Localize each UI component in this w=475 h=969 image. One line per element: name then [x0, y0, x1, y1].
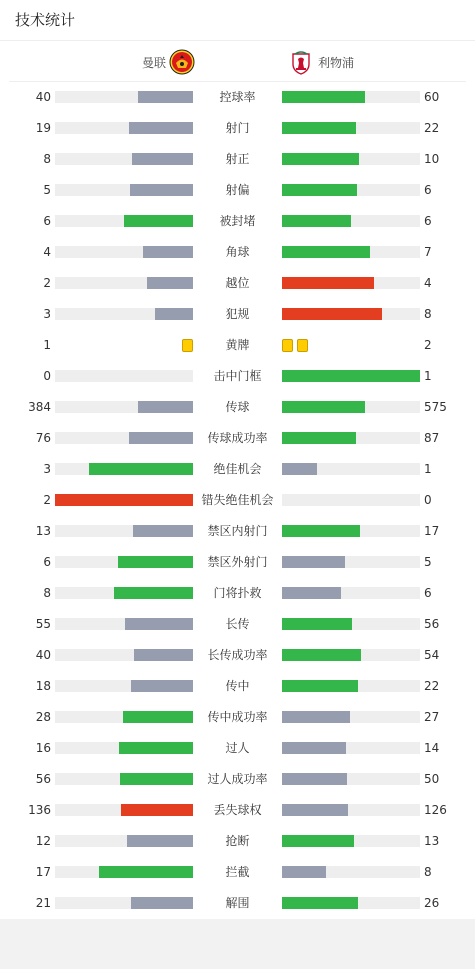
home-bar-track: [55, 153, 193, 165]
away-bar-track: [282, 91, 420, 103]
stat-label: 黄牌: [225, 338, 250, 352]
away-bar-track: [282, 587, 420, 599]
home-bar-track: [55, 618, 193, 630]
away-bar-track: [282, 742, 420, 754]
stat-label: 丢失球权: [213, 803, 262, 817]
home-bar-fill: [118, 556, 193, 568]
home-bar-track: [55, 711, 193, 723]
stat-label: 抢断: [225, 834, 250, 848]
home-bar-fill: [89, 463, 193, 475]
away-stat-value: 13: [424, 834, 440, 848]
home-bar-track: [55, 91, 193, 103]
stat-row: [0, 825, 475, 856]
home-bar-track: [55, 742, 193, 754]
away-bar-fill: [282, 804, 348, 816]
away-stat-value: 22: [424, 679, 440, 693]
stat-row: [0, 422, 475, 453]
home-bar-fill: [143, 246, 193, 258]
stat-label: 传中成功率: [207, 710, 268, 724]
home-stat-value: 40: [35, 648, 51, 662]
home-bar-fill: [138, 401, 193, 413]
home-bar-fill: [138, 91, 193, 103]
away-bar-track: [282, 246, 420, 258]
home-bar-track: [55, 308, 193, 320]
away-bar-track: [282, 556, 420, 568]
home-stat-value: 13: [35, 524, 51, 538]
home-bar-track: [55, 680, 193, 692]
home-stat-value: 17: [35, 865, 51, 879]
away-bar-fill: [282, 835, 354, 847]
stat-row: [0, 484, 475, 515]
home-bar-track: [55, 556, 193, 568]
away-bar-fill: [282, 463, 317, 475]
away-bar-track: [282, 401, 420, 413]
stat-row: [0, 546, 475, 577]
home-stat-value: 19: [35, 121, 51, 135]
stat-row: [0, 639, 475, 670]
stat-row: [0, 577, 475, 608]
home-bar-track: [55, 463, 193, 475]
away-bar-track: [282, 184, 420, 196]
away-bar-track: [282, 804, 420, 816]
stat-label: 越位: [225, 276, 250, 290]
home-bar-fill: [99, 866, 193, 878]
away-stat-value: 0: [424, 493, 432, 507]
home-bar-track: [55, 122, 193, 134]
away-bar-fill: [282, 897, 358, 909]
home-stat-value: 5: [43, 183, 51, 197]
home-bar-fill: [130, 184, 193, 196]
stat-row: [0, 701, 475, 732]
away-bar-fill: [282, 866, 326, 878]
away-bar-fill: [282, 773, 347, 785]
home-stat-value: 384: [28, 400, 51, 414]
away-stat-value: 1: [424, 462, 432, 476]
home-stat-value: 40: [35, 90, 51, 104]
away-bar-track: [282, 463, 420, 475]
home-bar-track: [55, 277, 193, 289]
home-bar-track: [55, 494, 193, 506]
stat-label: 射偏: [225, 183, 250, 197]
home-bar-fill: [133, 525, 193, 537]
away-stat-value: 126: [424, 803, 447, 817]
manchester-united-crest-icon: [169, 49, 195, 75]
away-stat-value: 54: [424, 648, 440, 662]
away-bar-fill: [282, 370, 420, 382]
away-bar-track: [282, 835, 420, 847]
away-bar-fill: [282, 587, 341, 599]
away-stat-value: 8: [424, 865, 432, 879]
teams-header: [0, 41, 475, 81]
home-team-name: 曼联: [141, 55, 166, 70]
yellow-card-icon: [297, 339, 308, 352]
home-stat-value: 3: [43, 307, 51, 321]
away-team[interactable]: [288, 49, 354, 75]
away-bar-fill: [282, 122, 356, 134]
away-bar-track: [282, 494, 420, 506]
home-bar-track: [55, 215, 193, 227]
away-bar-track: [282, 277, 420, 289]
home-bar-fill: [129, 432, 193, 444]
home-cards: [182, 339, 193, 352]
stat-label: 拦截: [225, 865, 250, 879]
stat-label: 传球: [225, 400, 250, 414]
stat-row: [0, 205, 475, 236]
page-title: 技术统计: [15, 11, 76, 29]
away-bar-track: [282, 711, 420, 723]
stat-label: 禁区内射门: [207, 524, 268, 538]
home-bar-fill: [114, 587, 193, 599]
home-stat-value: 6: [43, 555, 51, 569]
away-bar-fill: [282, 618, 352, 630]
home-stat-value: 16: [35, 741, 51, 755]
home-stat-value: 4: [43, 245, 51, 259]
home-stat-value: 21: [35, 896, 51, 910]
home-bar-track: [55, 649, 193, 661]
home-stat-value: 2: [43, 276, 51, 290]
home-bar-fill: [155, 308, 193, 320]
home-bar-track: [55, 835, 193, 847]
home-bar-fill: [127, 835, 193, 847]
away-bar-fill: [282, 680, 358, 692]
home-bar-fill: [147, 277, 193, 289]
away-stat-value: 56: [424, 617, 440, 631]
away-stat-value: 26: [424, 896, 440, 910]
away-stat-value: 10: [424, 152, 440, 166]
home-stat-value: 3: [43, 462, 51, 476]
away-stat-value: 6: [424, 183, 432, 197]
away-stat-value: 7: [424, 245, 432, 259]
away-stat-value: 60: [424, 90, 440, 104]
home-bar-fill: [131, 680, 193, 692]
home-stat-value: 28: [35, 710, 51, 724]
away-bar-track: [282, 122, 420, 134]
away-stat-value: 27: [424, 710, 440, 724]
stat-label: 被封堵: [219, 214, 256, 228]
home-stat-value: 136: [28, 803, 51, 817]
home-bar-fill: [120, 773, 193, 785]
stat-row: [0, 391, 475, 422]
home-bar-fill: [124, 215, 193, 227]
away-stat-value: 1: [424, 369, 432, 383]
stat-row: [0, 794, 475, 825]
stat-label: 过人成功率: [207, 772, 268, 786]
away-stat-value: 50: [424, 772, 440, 786]
stat-label: 过人: [225, 741, 250, 755]
away-bar-track: [282, 525, 420, 537]
home-stat-value: 8: [43, 152, 51, 166]
away-stat-value: 5: [424, 555, 432, 569]
stat-label: 击中门框: [213, 369, 262, 383]
stat-label: 角球: [225, 245, 250, 259]
home-bar-track: [55, 246, 193, 258]
stat-label: 射门: [225, 121, 250, 135]
stat-row: [0, 732, 475, 763]
away-bar-track: [282, 215, 420, 227]
stat-label: 射正: [225, 152, 250, 166]
away-bar-fill: [282, 91, 365, 103]
away-stat-value: 6: [424, 214, 432, 228]
home-stat-value: 18: [35, 679, 51, 693]
away-bar-track: [282, 897, 420, 909]
stat-label: 长传成功率: [207, 648, 268, 662]
away-bar-fill: [282, 432, 356, 444]
away-stat-value: 4: [424, 276, 432, 290]
home-bar-track: [55, 587, 193, 599]
home-stat-value: 1: [43, 338, 51, 352]
away-bar-fill: [282, 246, 370, 258]
stat-row: [0, 81, 475, 112]
stat-row: [0, 670, 475, 701]
home-bar-track: [55, 866, 193, 878]
away-bar-track: [282, 649, 420, 661]
stat-row: [0, 856, 475, 887]
stat-row: [0, 329, 475, 360]
away-stat-value: 8: [424, 307, 432, 321]
stat-label: 传中: [225, 679, 250, 693]
away-stat-value: 87: [424, 431, 440, 445]
stat-row: [0, 887, 475, 918]
liverpool-crest-icon: [288, 49, 314, 75]
home-bar-track: [55, 897, 193, 909]
away-bar-track: [282, 370, 420, 382]
home-bar-track: [55, 370, 193, 382]
home-team[interactable]: [142, 49, 195, 75]
stat-label: 控球率: [219, 90, 256, 104]
home-stat-value: 6: [43, 214, 51, 228]
away-bar-track: [282, 866, 420, 878]
away-bar-fill: [282, 215, 351, 227]
home-stat-value: 12: [35, 834, 51, 848]
away-bar-fill: [282, 742, 346, 754]
yellow-card-icon: [282, 339, 293, 352]
home-bar-fill: [125, 618, 193, 630]
home-bar-track: [55, 804, 193, 816]
stat-row: [0, 515, 475, 546]
stat-row: [0, 267, 475, 298]
away-bar-fill: [282, 184, 357, 196]
stats-list: [0, 81, 475, 918]
home-bar-fill: [55, 494, 193, 506]
home-bar-fill: [131, 897, 193, 909]
away-bar-track: [282, 618, 420, 630]
away-team-name: 利物浦: [318, 55, 355, 70]
stat-row: [0, 112, 475, 143]
stat-row: [0, 298, 475, 329]
away-bar-track: [282, 308, 420, 320]
home-stat-value: 2: [43, 493, 51, 507]
away-stat-value: 17: [424, 524, 440, 538]
away-bar-fill: [282, 277, 374, 289]
away-bar-track: [282, 432, 420, 444]
home-bar-fill: [119, 742, 193, 754]
stat-row: [0, 453, 475, 484]
home-bar-fill: [132, 153, 193, 165]
stat-row: [0, 763, 475, 794]
away-bar-fill: [282, 649, 361, 661]
stat-label: 解围: [225, 896, 250, 910]
stat-row: [0, 608, 475, 639]
home-bar-track: [55, 432, 193, 444]
stat-label: 传球成功率: [207, 431, 268, 445]
away-bar-fill: [282, 401, 365, 413]
stat-row: [0, 236, 475, 267]
stat-label: 错失绝佳机会: [201, 493, 274, 507]
stat-label: 绝佳机会: [213, 462, 262, 476]
away-bar-track: [282, 680, 420, 692]
away-stat-value: 22: [424, 121, 440, 135]
away-stat-value: 2: [424, 338, 432, 352]
away-bar-track: [282, 153, 420, 165]
stat-row: [0, 143, 475, 174]
home-bar-fill: [134, 649, 193, 661]
away-bar-fill: [282, 711, 350, 723]
home-bar-track: [55, 525, 193, 537]
stat-label: 犯规: [225, 307, 250, 321]
yellow-card-icon: [182, 339, 193, 352]
stat-row: [0, 360, 475, 391]
away-cards: [282, 339, 308, 352]
home-bar-track: [55, 401, 193, 413]
home-bar-fill: [121, 804, 193, 816]
stat-label: 长传: [225, 617, 250, 631]
home-bar-fill: [123, 711, 193, 723]
away-bar-track: [282, 773, 420, 785]
home-stat-value: 76: [35, 431, 51, 445]
home-stat-value: 0: [43, 369, 51, 383]
away-stat-value: 6: [424, 586, 432, 600]
home-bar-track: [55, 184, 193, 196]
stat-row: [0, 174, 475, 205]
stat-label: 门将扑救: [213, 586, 262, 600]
away-stat-value: 14: [424, 741, 440, 755]
stat-label: 禁区外射门: [207, 555, 268, 569]
home-bar-track: [55, 773, 193, 785]
away-bar-fill: [282, 556, 345, 568]
home-stat-value: 8: [43, 586, 51, 600]
home-bar-fill: [129, 122, 193, 134]
home-stat-value: 56: [35, 772, 51, 786]
away-bar-fill: [282, 153, 359, 165]
away-bar-fill: [282, 525, 360, 537]
home-stat-value: 55: [35, 617, 51, 631]
away-bar-fill: [282, 308, 382, 320]
away-stat-value: 575: [424, 400, 447, 414]
